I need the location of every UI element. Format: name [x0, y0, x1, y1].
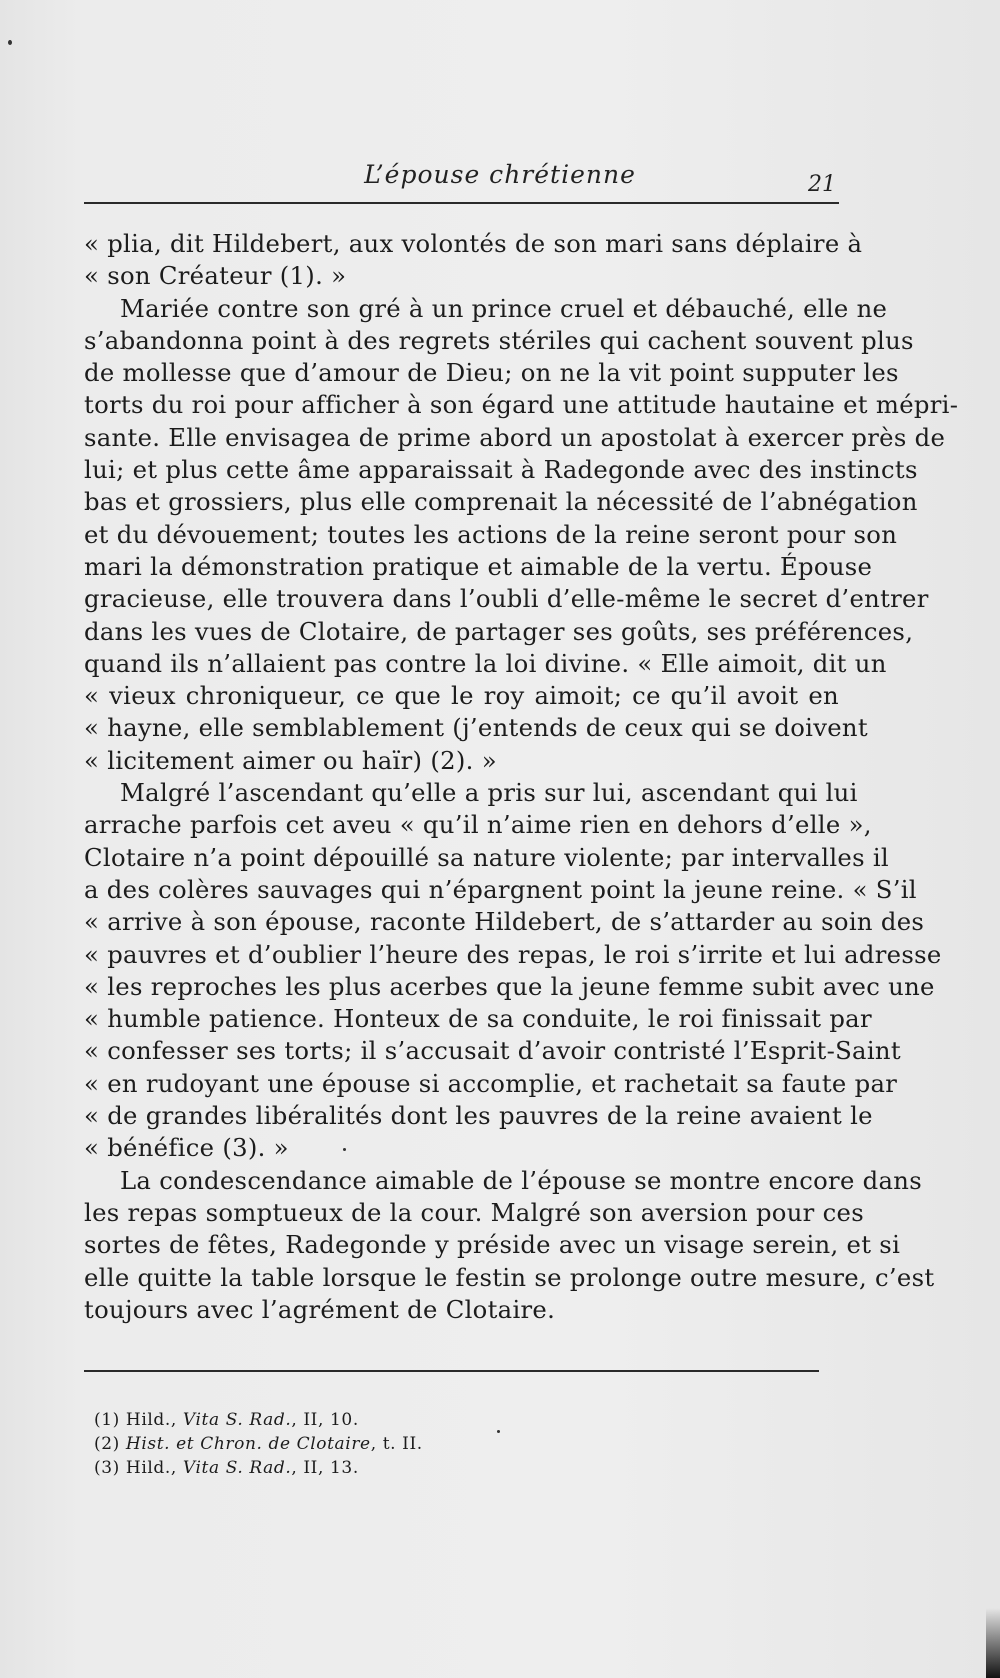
- footnote-title: Vita S. Rad.: [182, 1458, 292, 1478]
- footnote-rule: [84, 1370, 819, 1372]
- footnote-number: (3): [94, 1458, 120, 1478]
- text-line: de mollesse que d’amour de Dieu; on ne la vit point supputer les: [84, 358, 899, 388]
- text-line: « pauvres et d’oublier l’heure des repas, le roi s’irrite et lui adresse: [84, 939, 942, 969]
- text-line: « humble patience. Honteux de sa conduite, le roi finissait par: [84, 1004, 872, 1034]
- text-line: « en rudoyant une épouse si accomplie, et rachetait sa faute par: [84, 1068, 898, 1098]
- header-rule: [84, 202, 839, 204]
- text-line: « plia, dit Hildebert, aux volontés de son mari sans déplaire à: [84, 229, 863, 258]
- text-line: arrache parfois cet aveu « qu’il n’aime rien en dehors d’elle »,: [84, 810, 872, 840]
- text-line: bas et grossiers, plus elle comprenait la nécessité de l’abnégation: [84, 487, 918, 517]
- paper-speck: [8, 40, 12, 45]
- footnote-text: Hild.,: [125, 1458, 183, 1478]
- text-line: « hayne, elle semblablement (j’entends de ceux qui se doivent: [84, 713, 868, 743]
- footnote-2: [94, 1432, 423, 1456]
- text-line: elle quitte la table lorsque le festin se prolonge outre mesure, c’est: [84, 1262, 935, 1292]
- text-line: Malgré l’ascendant qu’elle a pris sur lui, ascendant qui lui: [120, 778, 858, 808]
- page-edge-shadow: [986, 1608, 1000, 1678]
- footnotes: [94, 1408, 423, 1480]
- text-line: torts du roi pour afficher à son égard une attitude hautaine et mépri-: [84, 390, 959, 420]
- text-line: sortes de fêtes, Radegonde y préside avec un visage serein, et si: [84, 1230, 901, 1260]
- text-line: « les reproches les plus acerbes que la jeune femme subit avec une: [84, 971, 935, 1001]
- text-line: « son Créateur (1). »: [84, 261, 347, 291]
- footnote-ref: , II, 13.: [291, 1458, 359, 1478]
- text-line: toujours avec l’agrément de Clotaire.: [84, 1294, 556, 1324]
- text-line: « arrive à son épouse, raconte Hildebert, de s’attarder au soin des: [84, 907, 925, 937]
- text-line: a des colères sauvages qui n’épargnent point la jeune reine. « S’il: [84, 874, 917, 904]
- text-line: et du dévouement; toutes les actions de la reine seront pour son: [84, 519, 898, 549]
- footnote-1: [94, 1408, 423, 1432]
- footnote-text: Hild.,: [125, 1410, 183, 1430]
- text-line: La condescendance aimable de l’épouse se montre encore dans: [120, 1165, 922, 1195]
- text-line: « licitement aimer ou haïr) (2). »: [84, 745, 497, 775]
- body-text: [84, 228, 959, 1326]
- text-line: sante. Elle envisagea de prime abord un apostolat à exercer près de: [84, 422, 946, 452]
- text-line: s’abandonna point à des regrets stériles qui cachent souvent plus: [84, 325, 914, 355]
- text-line: Clotaire n’a point dépouillé sa nature violente; par intervalles il: [84, 842, 890, 872]
- footnote-number: (2): [94, 1434, 120, 1454]
- text-line: « bénéfice (3). »: [84, 1133, 289, 1163]
- footnote-ref: , t. II.: [370, 1434, 423, 1454]
- page-number: 21: [808, 172, 836, 197]
- footnote-ref: , II, 10.: [291, 1410, 359, 1430]
- paper-speck: [343, 1148, 346, 1151]
- footnote-number: (1): [94, 1410, 120, 1430]
- text-line: « de grandes libéralités dont les pauvres de la reine avaient le: [84, 1101, 873, 1131]
- text-line: lui; et plus cette âme apparaissait à Radegonde avec des instincts: [84, 455, 918, 485]
- text-line: mari la démonstration pratique et aimable de la vertu. Épouse: [84, 551, 873, 581]
- text-line: quand ils n’allaient pas contre la loi divine. « Elle aimoit, dit un: [84, 648, 887, 678]
- text-line: « vieux chroniqueur, ce que le roy aimoit; ce qu’il avoit en: [84, 681, 839, 711]
- footnote-3: [94, 1456, 423, 1480]
- footnote-title: Vita S. Rad.: [182, 1410, 292, 1430]
- text-line: dans les vues de Clotaire, de partager ses goûts, ses préférences,: [84, 616, 914, 646]
- text-line: les repas somptueux de la cour. Malgré son aversion pour ces: [84, 1197, 864, 1227]
- text-line: « confesser ses torts; il s’accusait d’avoir contristé l’Esprit-Saint: [84, 1036, 901, 1066]
- footnote-title: Hist. et Chron. de Clotaire: [125, 1434, 371, 1454]
- text-line: gracieuse, elle trouvera dans l’oubli d’elle-même le secret d’entrer: [84, 584, 929, 614]
- running-header-title: L’épouse chrétienne: [364, 160, 636, 189]
- paper-speck: [497, 1430, 500, 1433]
- text-line: Mariée contre son gré à un prince cruel et débauché, elle ne: [120, 293, 888, 323]
